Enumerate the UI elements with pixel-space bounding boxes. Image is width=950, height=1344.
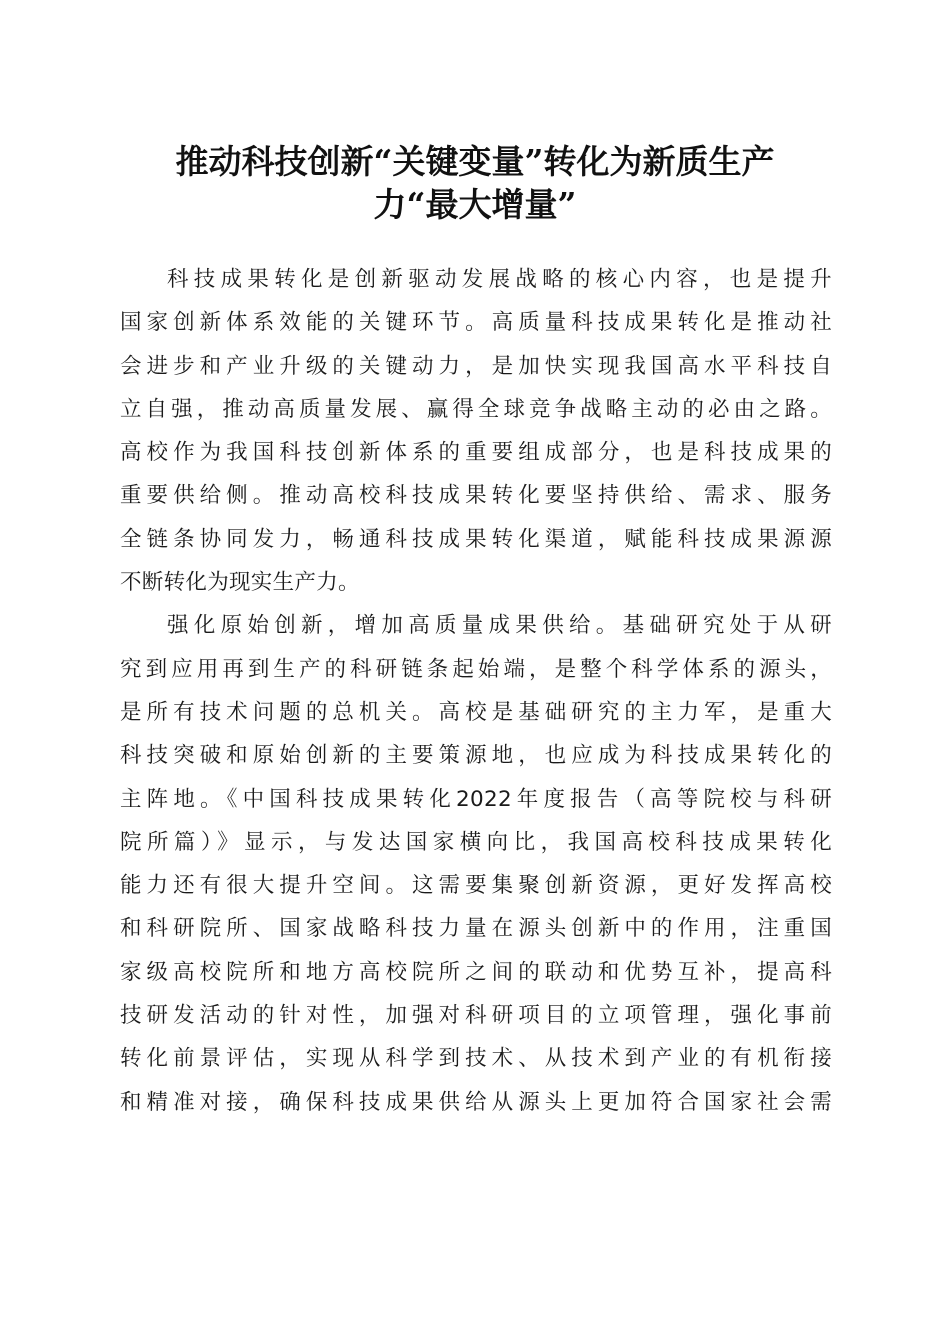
- text-line: 技研发活动的针对性，加强对科研项目的立项管理，强化事前: [120, 1003, 832, 1029]
- text-line: 会进步和产业升级的关键动力，是加快实现我国高水平科技自: [120, 353, 832, 379]
- text-line: 不断转化为现实生产力。: [120, 570, 360, 596]
- text-line: 是所有技术问题的总机关。高校是基础研究的主力军，是重大: [120, 699, 832, 725]
- text-line: 科技突破和原始创新的主要策源地，也应成为科技成果转化的: [120, 743, 832, 769]
- paragraph-2: [120, 604, 832, 1124]
- title-line-1: 推动科技创新“关键变量”转化为新质生产: [175, 142, 775, 181]
- text-line: 国家创新体系效能的关键环节。高质量科技成果转化是推动社: [120, 310, 832, 336]
- text-line: 转化前景评估，实现从科学到技术、从技术到产业的有机衔接: [120, 1046, 832, 1072]
- text-line: 家级高校院所和地方高校院所之间的联动和优势互补，提高科: [120, 959, 832, 985]
- text-line: 和科研院所、国家战略科技力量在源头创新中的作用，注重国: [120, 916, 832, 942]
- text-line: 重要供给侧。推动高校科技成果转化要坚持供给、需求、服务: [120, 483, 832, 509]
- text-line: 能力还有很大提升空间。这需要集聚创新资源，更好发挥高校: [120, 873, 832, 899]
- text-line: 高校作为我国科技创新体系的重要组成部分，也是科技成果的: [120, 440, 832, 466]
- paragraph-1: [120, 258, 832, 604]
- text-line: 主阵地。《中国科技成果转化2022年度报告（高等院校与科研: [120, 786, 832, 812]
- document-body: [120, 258, 832, 1124]
- text-line: 全链条协同发力，畅通科技成果转化渠道，赋能科技成果源源: [120, 526, 832, 552]
- text-line: 强化原始创新，增加高质量成果供给。基础研究处于从研: [167, 613, 832, 639]
- document-title: [100, 140, 850, 226]
- text-line: 和精准对接，确保科技成果供给从源头上更加符合国家社会需: [120, 1089, 832, 1115]
- text-line: 院所篇）》显示，与发达国家横向比，我国高校科技成果转化: [120, 829, 832, 855]
- text-line: 科技成果转化是创新驱动发展战略的核心内容，也是提升: [167, 267, 832, 292]
- text-line: 立自强，推动高质量发展、赢得全球竞争战略主动的必由之路。: [120, 396, 832, 422]
- text-line: 究到应用再到生产的科研链条起始端，是整个科学体系的源头，: [120, 656, 832, 682]
- title-line-2: 力“最大增量”: [373, 185, 577, 224]
